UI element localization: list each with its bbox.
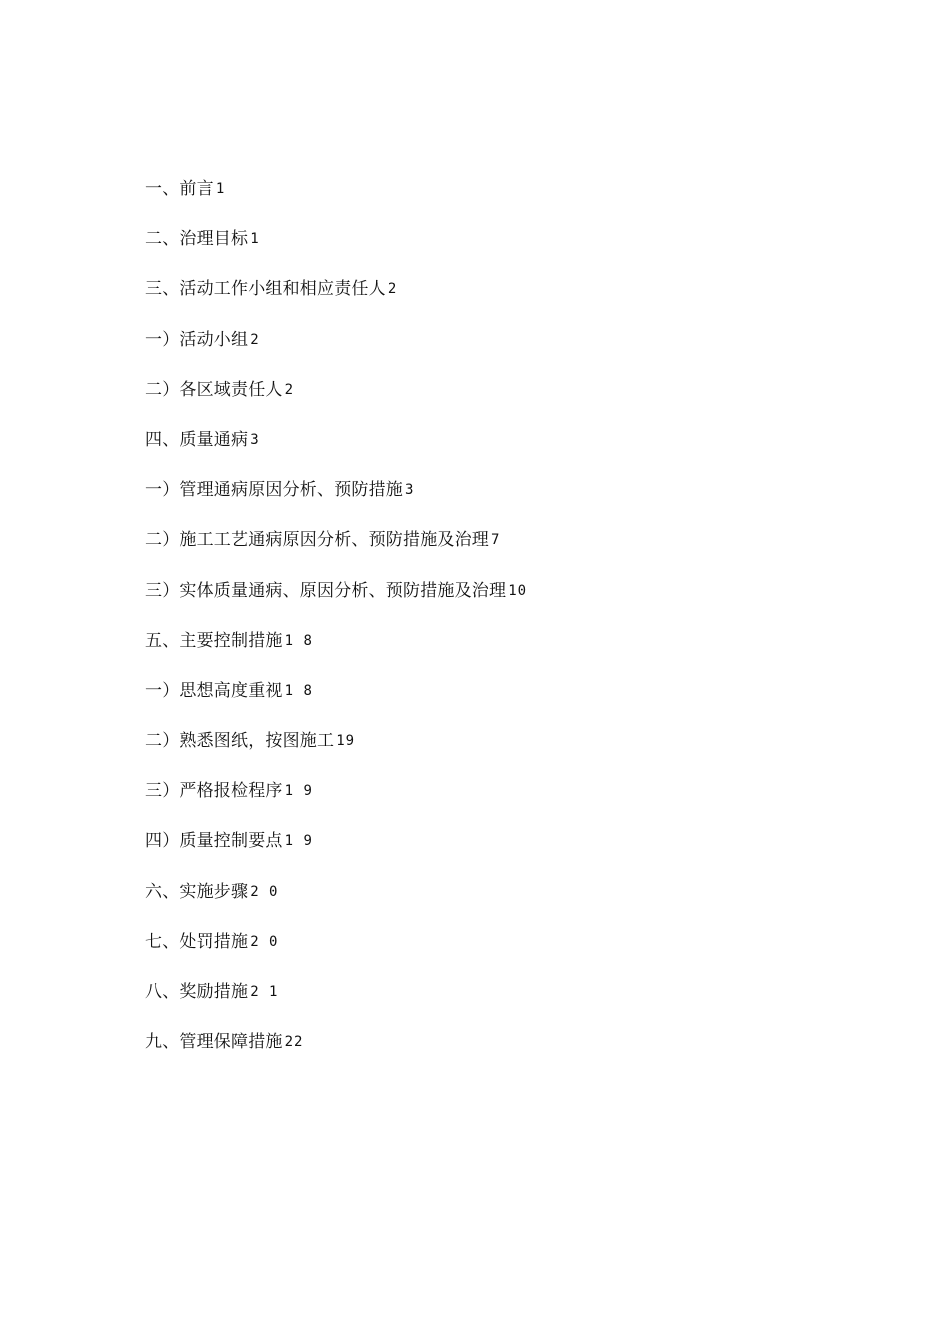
toc-entry-page: 1 xyxy=(215,181,226,197)
toc-entry-title: 五、主要控制措施 xyxy=(145,630,283,651)
toc-entry-title: 三）严格报检程序 xyxy=(145,781,283,802)
toc-entry-control-measures[interactable] xyxy=(145,628,845,678)
toc-entry-page: 19 xyxy=(336,733,356,750)
table-of-contents xyxy=(145,176,845,1079)
toc-entry-working-group[interactable] xyxy=(145,276,845,326)
toc-entry-attention[interactable] xyxy=(145,678,845,728)
toc-entry-title: 四、质量通病 xyxy=(145,429,249,450)
toc-entry-quality-defects[interactable] xyxy=(145,427,845,477)
toc-entry-title: 一）活动小组 xyxy=(145,329,249,350)
toc-entry-page: 1 xyxy=(250,231,260,248)
toc-entry-page: 2 xyxy=(250,331,260,348)
toc-entry-title: 三）实体质量通病、原因分析、预防措施及治理 xyxy=(145,580,507,601)
toc-entry-title: 二）各区域责任人 xyxy=(145,379,283,400)
toc-entry-activity-group[interactable] xyxy=(145,327,845,377)
toc-entry-title: 九、管理保障措施 xyxy=(145,1032,283,1053)
toc-entry-title: 二）熟悉图纸，按图施工 xyxy=(145,731,335,752)
toc-entry-title: 二）施工工艺通病原因分析、预防措施及治理 xyxy=(145,530,489,551)
toc-entry-management-defects[interactable] xyxy=(145,477,845,527)
toc-entry-page: 2 0 xyxy=(250,933,279,950)
toc-entry-page: 2 xyxy=(284,381,295,398)
toc-entry-page: 1 9 xyxy=(284,833,313,850)
toc-entry-control-points[interactable] xyxy=(145,828,845,878)
toc-entry-title: 一）管理通病原因分析、预防措施 xyxy=(145,480,403,501)
toc-entry-title: 七、处罚措施 xyxy=(145,931,249,952)
toc-entry-title: 二、治理目标 xyxy=(145,229,249,250)
toc-entry-title: 一）思想高度重视 xyxy=(145,680,283,701)
toc-entry-page: 2 0 xyxy=(250,883,279,900)
toc-entry-inspection[interactable] xyxy=(145,778,845,828)
toc-entry-title: 八、奖励措施 xyxy=(145,982,249,1002)
toc-entry-implementation[interactable] xyxy=(145,879,845,929)
toc-entry-page: 3 xyxy=(250,431,260,448)
toc-entry-title: 三、活动工作小组和相应责任人 xyxy=(145,279,386,300)
toc-entry-safeguards[interactable] xyxy=(145,1029,845,1079)
toc-entry-foreword[interactable] xyxy=(145,176,845,226)
toc-entry-title: 四）质量控制要点 xyxy=(145,831,283,852)
toc-entry-physical-defects[interactable] xyxy=(145,578,845,628)
toc-entry-page: 2 xyxy=(387,281,398,298)
toc-entry-objectives[interactable] xyxy=(145,226,845,276)
toc-entry-page: 1 9 xyxy=(284,783,313,800)
toc-entry-page: 1 8 xyxy=(284,682,313,699)
toc-entry-drawings[interactable] xyxy=(145,728,845,778)
toc-entry-page: 3 xyxy=(405,482,415,499)
toc-entry-page: 7 xyxy=(491,532,501,549)
toc-entry-area-responsible[interactable] xyxy=(145,377,845,427)
toc-entry-process-defects[interactable] xyxy=(145,527,845,577)
toc-entry-page: 22 xyxy=(284,1034,304,1051)
toc-entry-rewards[interactable] xyxy=(145,979,845,1029)
toc-entry-page: 1 8 xyxy=(284,632,313,649)
toc-entry-page: 10 xyxy=(508,582,528,599)
toc-entry-title: 六、实施步骤 xyxy=(145,881,249,902)
toc-entry-title: 一、前言 xyxy=(145,179,214,199)
toc-entry-penalties[interactable] xyxy=(145,929,845,979)
toc-entry-page: 2 1 xyxy=(250,984,279,1000)
